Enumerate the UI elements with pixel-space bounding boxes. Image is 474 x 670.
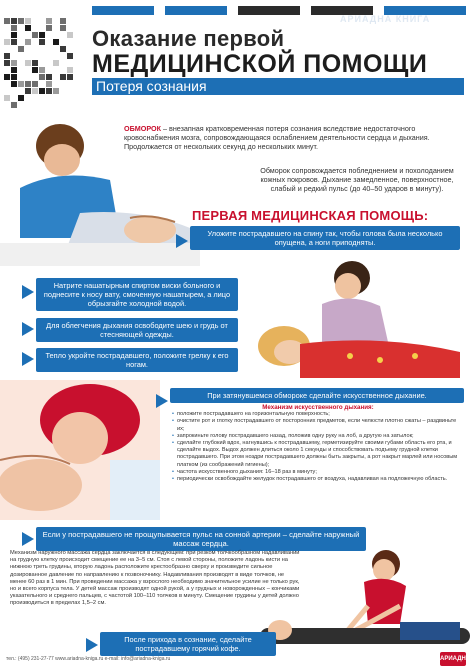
arrow-icon — [22, 322, 34, 336]
watermark: АРИАДНА КНИГА — [340, 14, 431, 24]
symptoms-paragraph: Обморок сопровождается побледнением и похолоданием кожных покровов. Дыхание замедленное, поверхностное, слабый и редкий пульс (до 40–50 ударов в минуту). — [260, 166, 454, 194]
definition-term: ОБМОРОК — [124, 124, 162, 133]
arrow-icon — [22, 532, 34, 546]
top-bar-blue-2 — [165, 6, 227, 15]
list-item: • частота искусственного дыхания: 16–18 раз в минуту; — [172, 469, 464, 476]
step-5-box: При затянувшемся обмороке сделайте искусственное дыхание. — [170, 388, 464, 403]
footer-contacts: тел.: (495) 231-27-77 www.ariadna-kniga.ru e-mail: info@ariadna-kniga.ru — [6, 656, 171, 662]
arrow-icon — [22, 352, 34, 366]
breathing-mechanism — [172, 404, 464, 483]
definition-paragraph — [124, 124, 464, 152]
list-item: • положите пострадавшего на горизонтальную поверхность; — [172, 411, 464, 418]
title-line-2: МЕДИЦИНСКОЙ ПОМОЩИ — [92, 50, 428, 78]
arrow-icon — [176, 234, 188, 248]
cardiac-mechanism-text: Механизм наружного массажа сердца заключается в следующем: при резком толчкообразном надавливании на грудную клетку происходит смещение ее на 3–5 см. Стоя с левой стороны, положите ладонь кисти на нижнюю треть грудины, вторую ладонь расположите крестообразно сверху и произведите сильное дозированное давление по направлению к позвоночнику. Надавливания производят в виде толчков, не менее 60 раз в 1 мин. При проведении массажа у взрослого необходимо значительное усилие не только рук, но и всего корпуса тела. У детей массаж производят одной рукой, а у грудных и новорожденных – кончиками указательного и среднего пальцев, с частотой 100–110 толчков в минуту. Смещение грудины у детей должно производиться в пределах 1,5–2 см. — [10, 550, 300, 607]
pixel-mosaic-decoration — [4, 18, 78, 110]
publisher-logo: АРИАДНА — [440, 652, 466, 666]
page-subtitle: Потеря сознания — [92, 78, 464, 95]
breathing-title: Механизм искусственного дыхания: — [262, 404, 374, 411]
step-2-box: Натрите нашатырным спиртом виски больного и поднесите к носу вату, смоченную нашатырем, а лицо обрызгайте холодной водой. — [36, 278, 238, 311]
top-bar-blue-1 — [92, 6, 154, 15]
step-1-box: Уложите пострадавшего на спину так, чтобы голова была несколько опущена, а ноги приподняты. — [190, 226, 460, 250]
list-item: • очистите рот и глотку пострадавшего от посторонних предметов, если челюсти плотно сжаты – раздвиньте их; — [172, 418, 464, 432]
illustration-artificial-respiration — [0, 380, 160, 520]
arrow-icon — [86, 638, 98, 652]
illustration-chest-compression — [260, 546, 470, 652]
arrow-icon — [22, 285, 34, 299]
first-aid-heading: ПЕРВАЯ МЕДИЦИНСКАЯ ПОМОЩЬ: — [192, 208, 429, 223]
list-item: • сделайте глубокий вдох, нагнувшись к пострадавшему, герметизируйте своими губами область его рта, и сделайте выдох. Выдох должен длиться около 1 секунды и способствовать подъему грудной клетки пострадавшего. При этом ноздри пострадавшего должны быть закрыты, а рот накрыт марлей или носовым платком (из соображений гигиены); — [172, 440, 464, 469]
list-item: • периодически освобождайте желудок пострадавшего от воздуха, надавливая на подложечную область. — [172, 476, 464, 483]
arrow-icon — [156, 394, 168, 408]
list-item: • запрокиньте голову пострадавшего назад, положив одну руку на лоб, а другую на затылок; — [172, 433, 464, 440]
step-4-box: Тепло укройте пострадавшего, положите грелку к его ногам. — [36, 348, 238, 372]
definition-text: – внезапная кратковременная потеря сознания вследствие недостаточного кровоснабжения мозга, сопровождающаяся ослаблением деятельности сердца и дыхания. Продолжается от нескольких секунд до нескольких минут. — [124, 124, 430, 152]
top-bar-dark-1 — [238, 6, 300, 15]
final-step-box: После прихода в сознание, сделайте пострадавшему горячий кофе. — [100, 632, 276, 656]
illustration-rescuer-and-patient — [240, 256, 470, 388]
cardiac-title-box: Если у пострадавшего не прощупывается пульс на сонной артерии – сделайте наружный массаж сердца. — [36, 527, 366, 551]
title-line-1: Оказание первой — [92, 26, 285, 51]
step-3-box: Для облегчения дыхания освободите шею и грудь от стесняющей одежды. — [36, 318, 238, 342]
